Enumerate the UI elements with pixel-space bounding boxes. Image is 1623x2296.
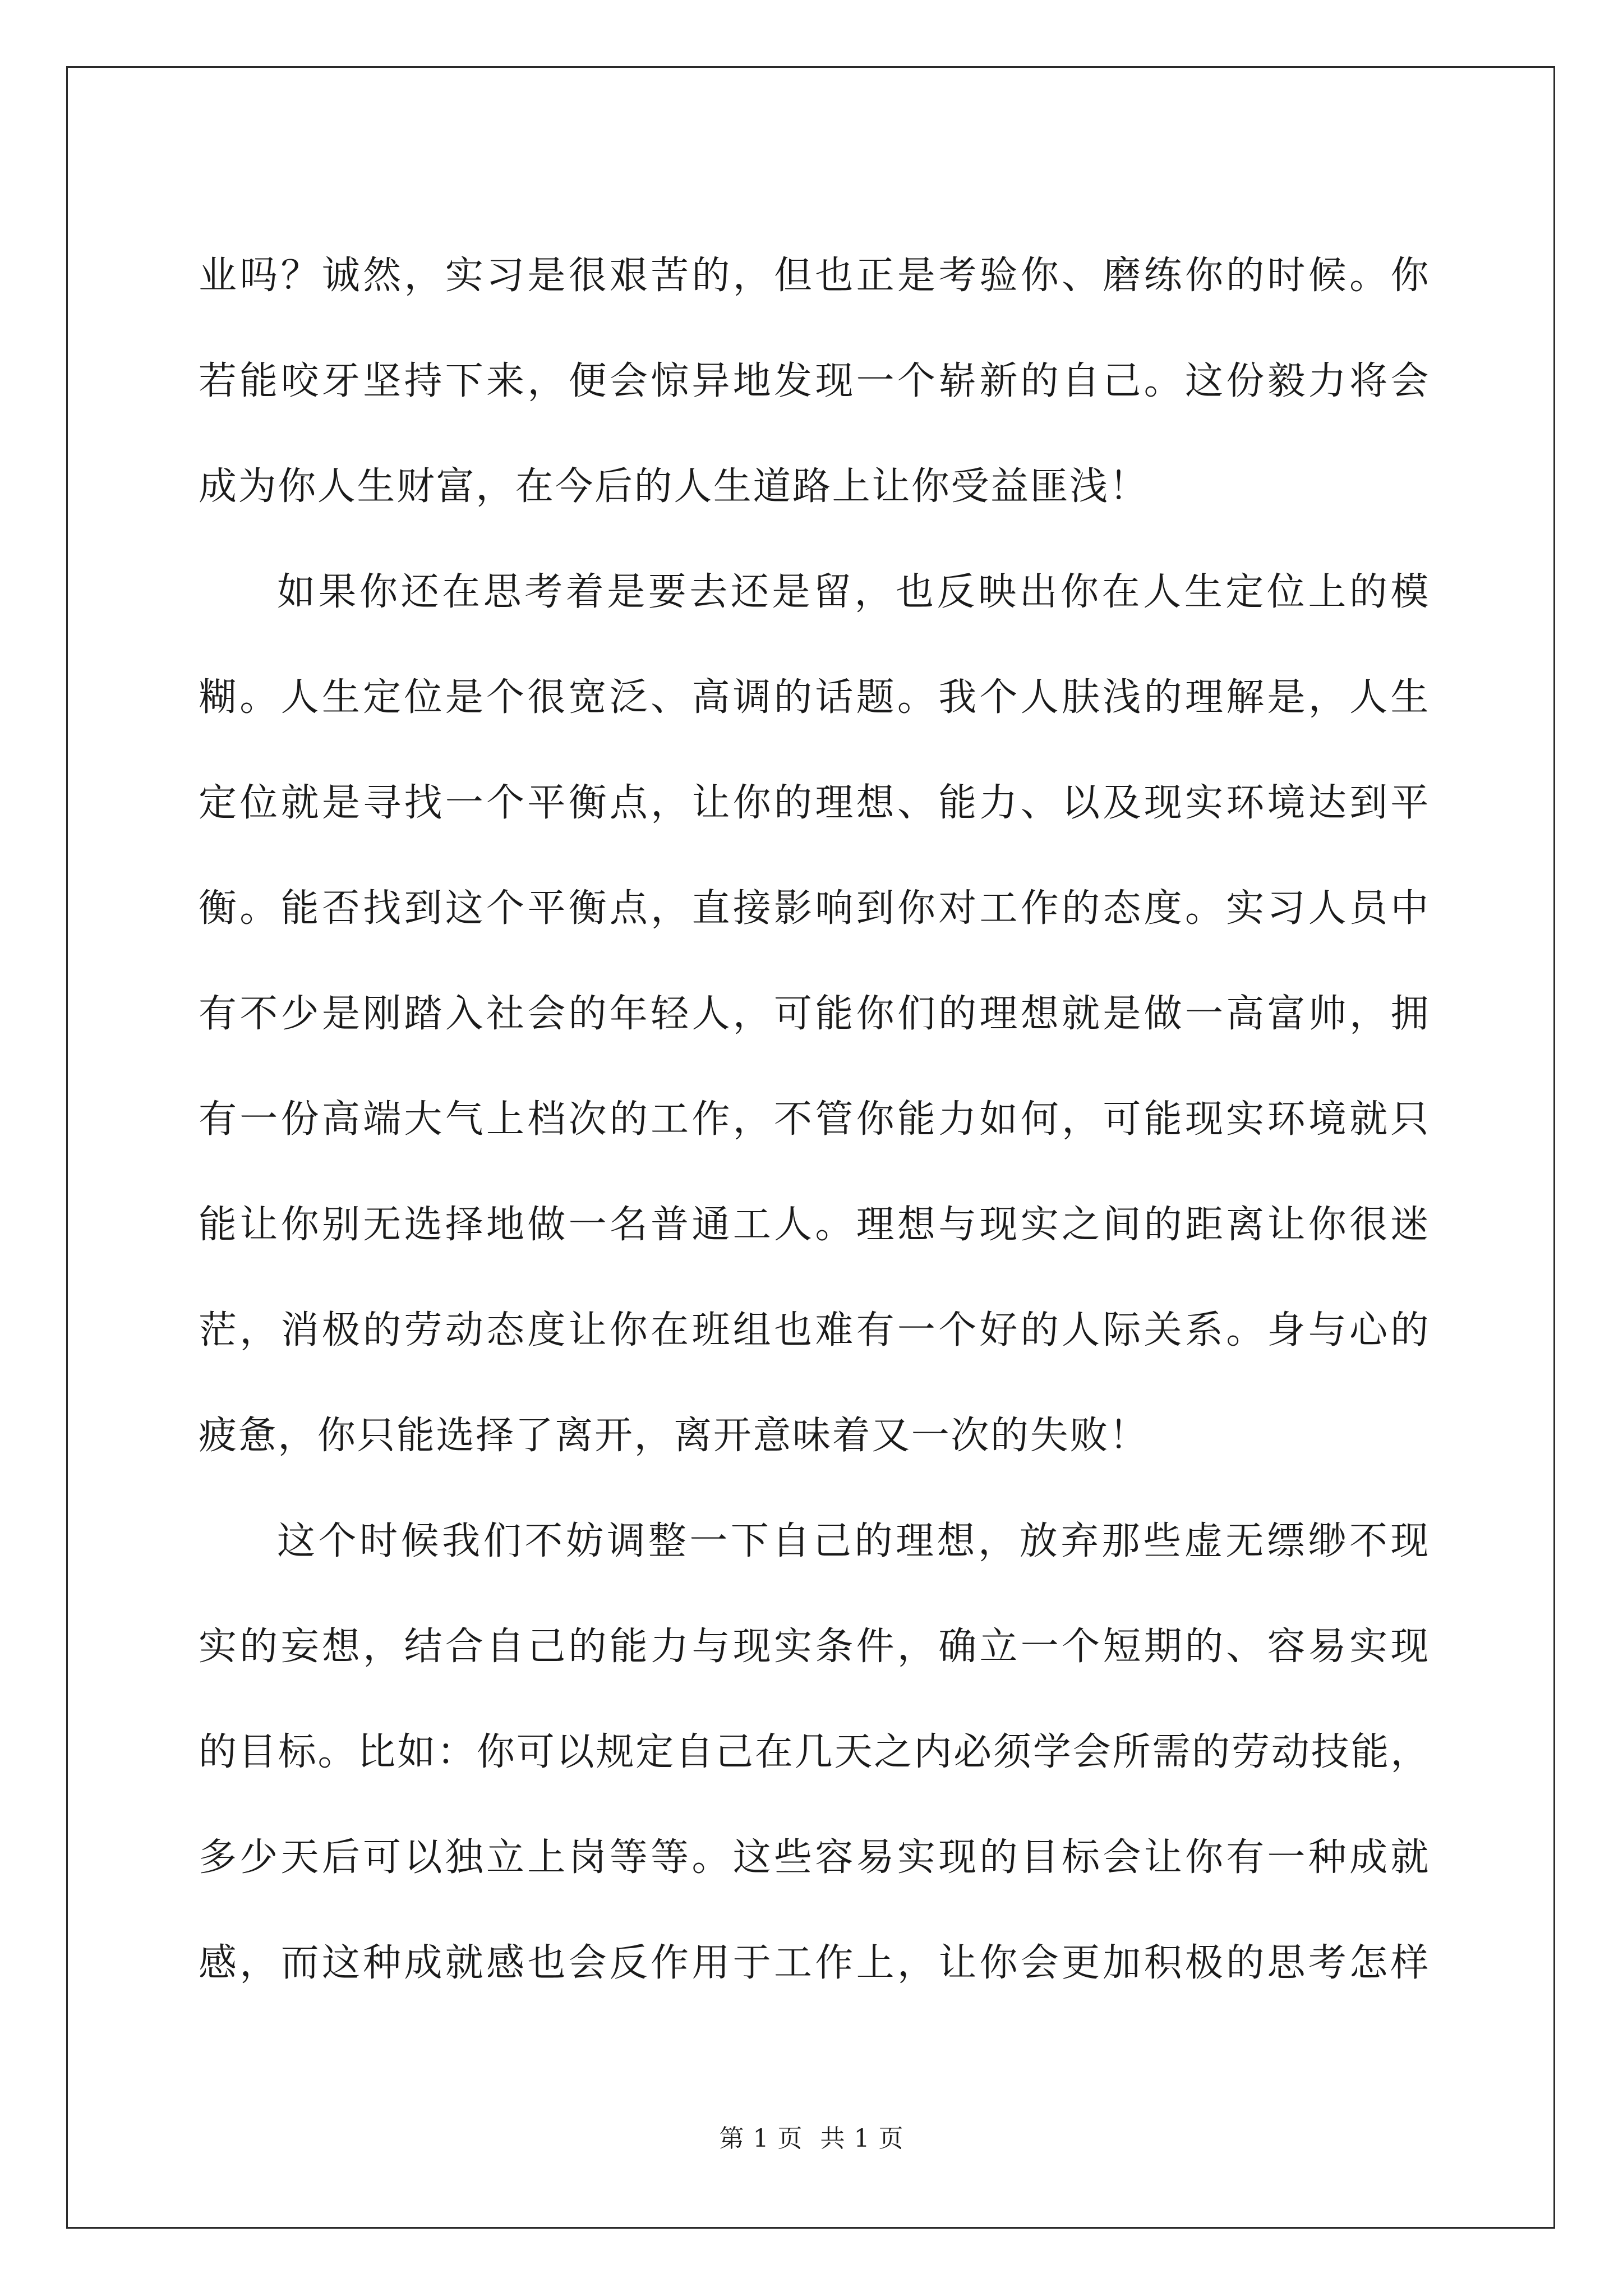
text-line: 感，而这种成就感也会反作用于工作上，让你会更加积极的思考怎样 [199, 1941, 1430, 1985]
text-line: 如果你还在思考着是要去还是留，也反映出你在人生定位上的模 [277, 570, 1430, 614]
text-line: 若能咬牙坚持下来，便会惊异地发现一个崭新的自己。这份毅力将会 [199, 359, 1430, 403]
page-total: 共 1 页 [820, 2124, 904, 2153]
text-line: 多少天后可以独立上岗等等。这些容易实现的目标会让你有一种成就 [199, 1835, 1430, 1880]
text-line: 成为你人生财富，在今后的人生道路上让你受益匪浅！ [199, 464, 1149, 509]
text-line: 有不少是刚踏入社会的年轻人，可能你们的理想就是做一高富帅，拥 [199, 992, 1430, 1036]
text-line: 这个时候我们不妨调整一下自己的理想，放弃那些虚无缥缈不现 [277, 1519, 1430, 1563]
text-line: 有一份高端大气上档次的工作，不管你能力如何，可能现实环境就只 [199, 1097, 1430, 1142]
text-line: 实的妄想，结合自己的能力与现实条件，确立一个短期的、容易实现 [199, 1625, 1430, 1669]
page-footer [0, 2122, 1623, 2156]
text-line: 衡。能否找到这个平衡点，直接影响到你对工作的态度。实习人员中 [199, 886, 1430, 931]
text-line: 定位就是寻找一个平衡点，让你的理想、能力、以及现实环境达到平 [199, 781, 1430, 825]
page-number: 第 1 页 [719, 2124, 803, 2153]
text-line: 茫，消极的劳动态度让你在班组也难有一个好的人际关系。身与心的 [199, 1308, 1430, 1352]
text-line: 糊。人生定位是个很宽泛、高调的话题。我个人肤浅的理解是，人生 [199, 675, 1430, 720]
text-line: 的目标。比如：你可以规定自己在几天之内必须学会所需的劳动技能， [199, 1730, 1430, 1774]
text-line: 能让你别无选择地做一名普通工人。理想与现实之间的距离让你很迷 [199, 1203, 1430, 1247]
text-line: 疲惫，你只能选择了离开，离开意味着又一次的失败！ [199, 1414, 1149, 1458]
document-body [199, 223, 1430, 2016]
text-line: 业吗？诚然，实习是很艰苦的，但也正是考验你、磨练你的时候。你 [199, 254, 1430, 298]
